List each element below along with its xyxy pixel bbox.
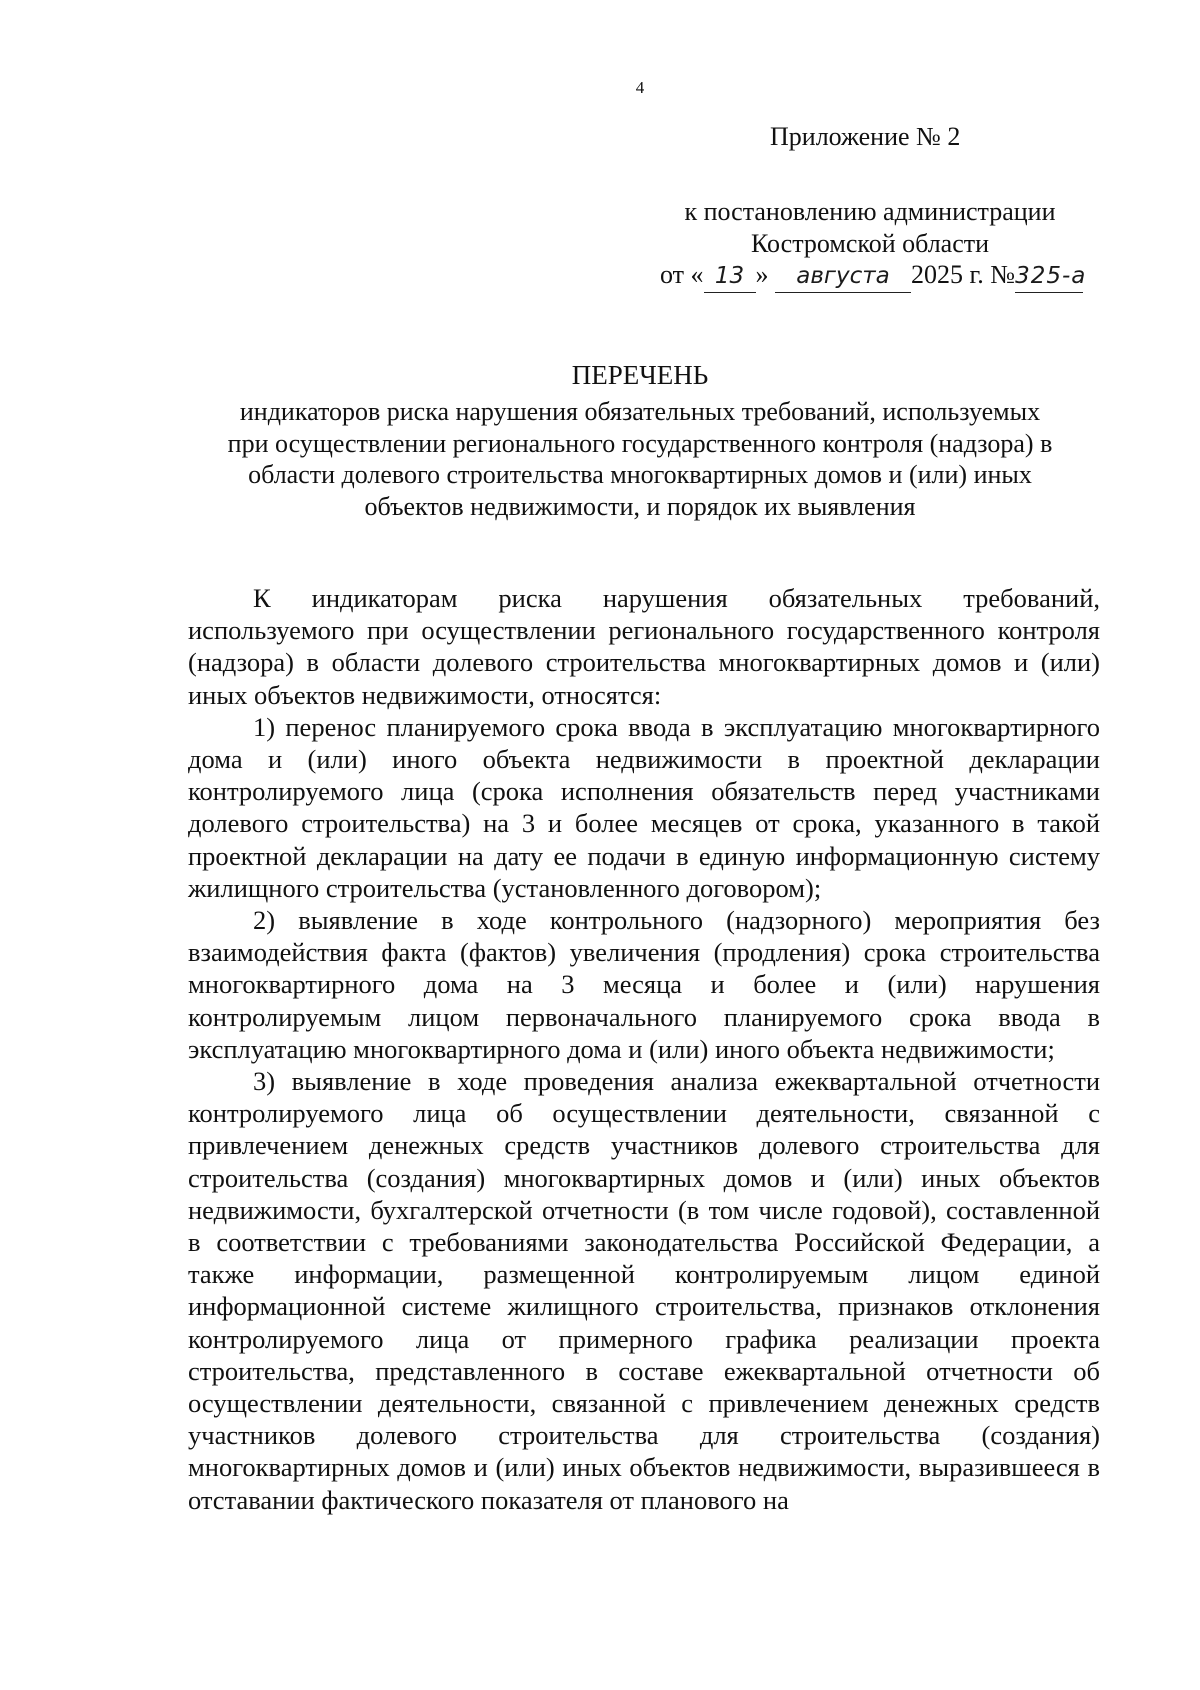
- handwritten-day: 13: [704, 263, 756, 289]
- page-number: 4: [635, 78, 645, 97]
- body-paragraph: 2) выявление в ходе контрольного (надзорного) мероприятия без взаимодействия факта (фактов) увеличения (продления) срока строительства многоквартирного дома на 3 месяца и более и (или) нарушения контролируемым лицом первоначального планируемого срока ввода в эксплуатацию многоквартирного дома и (или) иного объекта недвижимости;: [188, 905, 1100, 1064]
- document-title: ПЕРЕЧЕНЬ: [571, 360, 709, 390]
- document-subtitle: индикаторов риска нарушения обязательных требований, используемых при осуществлении регионального государственного контроля (надзора) в области долевого строительства многоквартирных домов и (или) иных объектов недвижимости, и порядок их выявления: [227, 397, 1053, 521]
- document-body: [188, 582, 1100, 1516]
- handwritten-month: августа: [775, 263, 911, 289]
- date-separator: »: [755, 260, 769, 289]
- appendix-reference: [640, 196, 1100, 260]
- appendix-line: Костромской области: [750, 229, 990, 258]
- body-paragraph: К индикаторам риска нарушения обязательных требований, используемого при осуществлении регионального государственного контроля (надзора) в области долевого строительства многоквартирных домов и (или) иных объектов недвижимости, относятся:: [188, 583, 1100, 710]
- date-year-label: 2025 г. №: [911, 260, 1016, 289]
- appendix-line: к постановлению администрации: [684, 197, 1056, 226]
- appendix-title: Приложение № 2: [770, 122, 961, 151]
- appendix-date-line: [660, 260, 1103, 290]
- handwritten-number: 325-а: [1015, 263, 1103, 289]
- body-paragraph: 1) перенос планируемого срока ввода в эксплуатацию многоквартирного дома и (или) иного объекта недвижимости в проектной декларации контролируемого лица (срока исполнения обязательств перед участниками долевого строительства) на 3 и более месяцев от срока, указанного в такой проектной декларации на дату ее подачи в единую информационную систему жилищного строительства (установленного договором);: [188, 711, 1100, 903]
- date-prefix: от «: [660, 260, 704, 289]
- body-paragraph: 3) выявление в ходе проведения анализа ежеквартальной отчетности контролируемого лица об осуществлении деятельности, связанной с привлечением денежных средств участников долевого строительства для строительства (создания) многоквартирных домов и (или) иных объектов недвижимости, бухгалтерской отчетности (в том числе годовой), составленной в соответствии с требованиями законодательства Российской Федерации, а также информации, размещенной контролируемым лицом единой информационной системе жилищного строительства, признаков отклонения контролируемого лица от примерного графика реализации проекта строительства, представленного в составе ежеквартальной отчетности об осуществлении деятельности, связанной с привлечением денежных средств участников долевого строительства для строительства (создания) многоквартирных домов и (или) иных объектов недвижимости, выразившееся в отставании фактического показателя от планового на: [188, 1066, 1100, 1515]
